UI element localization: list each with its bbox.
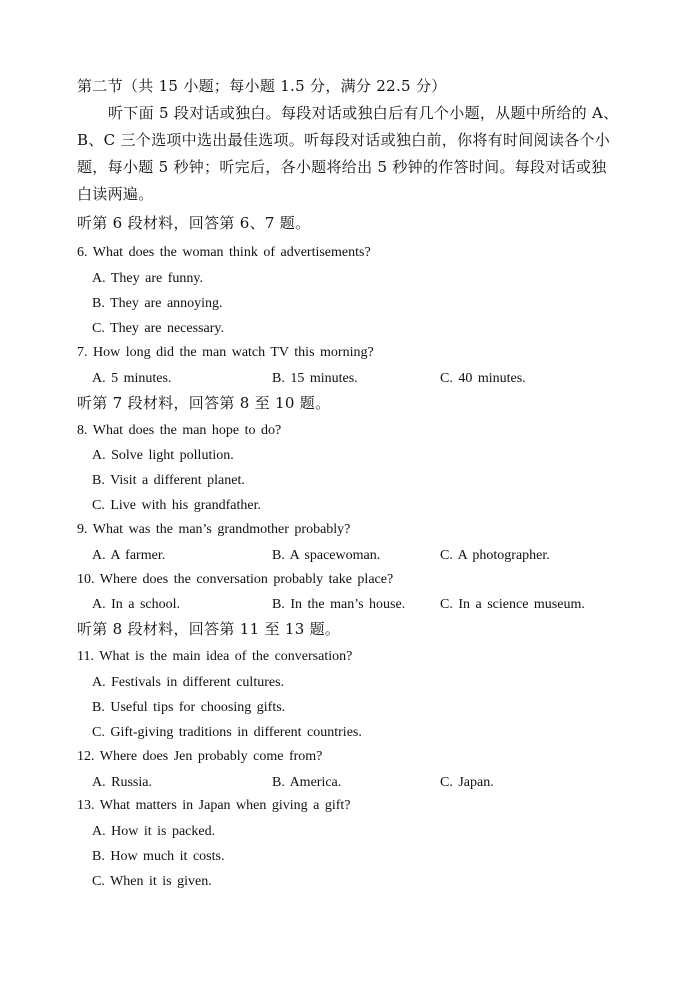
option-a[interactable]: A. How it is packed. [92,824,216,839]
question-stem: 9. What was the man’s grandmother probably? [77,522,351,537]
option-a[interactable]: A. Russia. [92,775,152,790]
option-c[interactable]: C. Live with his grandfather. [92,498,261,513]
option-a[interactable]: A. 5 minutes. [92,371,172,386]
group-label: 听第 6 段材料，回答第 6、7 题。 [77,214,311,232]
instructions-line-1: 听下面 5 段对话或独白。每段对话或独白后有几个小题，从题中所给的 A、 [108,104,619,122]
option-a[interactable]: A. They are funny. [92,271,203,286]
option-c[interactable]: C. When it is given. [92,874,212,889]
question-stem: 12. Where does Jen probably come from? [77,749,323,764]
question-stem: 6. What does the woman think of advertisements? [77,245,371,260]
question-stem: 8. What does the man hope to do? [77,423,282,438]
option-b[interactable]: B. Visit a different planet. [92,473,245,488]
option-c[interactable]: C. Japan. [440,775,494,790]
option-a[interactable]: A. A farmer. [92,548,166,563]
question-stem: 11. What is the main idea of the conversation? [77,649,353,664]
option-b[interactable]: B. In the man’s house. [272,597,406,612]
instructions-line-2: B、C 三个选项中选出最佳选项。听每段对话或独白前，你将有时间阅读各个小 [77,131,611,149]
option-b[interactable]: B. A spacewoman. [272,548,381,563]
option-b[interactable]: B. America. [272,775,342,790]
question-stem: 7. How long did the man watch TV this morning? [77,345,374,360]
option-b[interactable]: B. 15 minutes. [272,371,358,386]
instructions-line-3: 题，每小题 5 秒钟；听完后，各小题将给出 5 秒钟的作答时间。每段对话或独 [77,158,607,176]
option-c[interactable]: C. A photographer. [440,548,550,563]
option-b[interactable]: B. They are annoying. [92,296,223,311]
option-c[interactable]: C. In a science museum. [440,597,585,612]
option-c[interactable]: C. They are necessary. [92,321,224,336]
option-a[interactable]: A. Festivals in different cultures. [92,675,285,690]
option-b[interactable]: B. How much it costs. [92,849,225,864]
question-stem: 13. What matters in Japan when giving a gift? [77,798,351,813]
option-c[interactable]: C. Gift-giving traditions in different countries. [92,725,362,740]
group-label: 听第 7 段材料，回答第 8 至 10 题。 [77,394,331,412]
option-a[interactable]: A. In a school. [92,597,181,612]
option-b[interactable]: B. Useful tips for choosing gifts. [92,700,286,715]
question-stem: 10. Where does the conversation probably take place? [77,572,394,587]
instructions-line-4: 白读两遍。 [77,185,154,203]
section-heading: 第二节（共 15 小题；每小题 1.5 分，满分 22.5 分） [77,77,447,95]
option-c[interactable]: C. 40 minutes. [440,371,526,386]
group-label: 听第 8 段材料，回答第 11 至 13 题。 [77,620,341,638]
option-a[interactable]: A. Solve light pollution. [92,448,234,463]
